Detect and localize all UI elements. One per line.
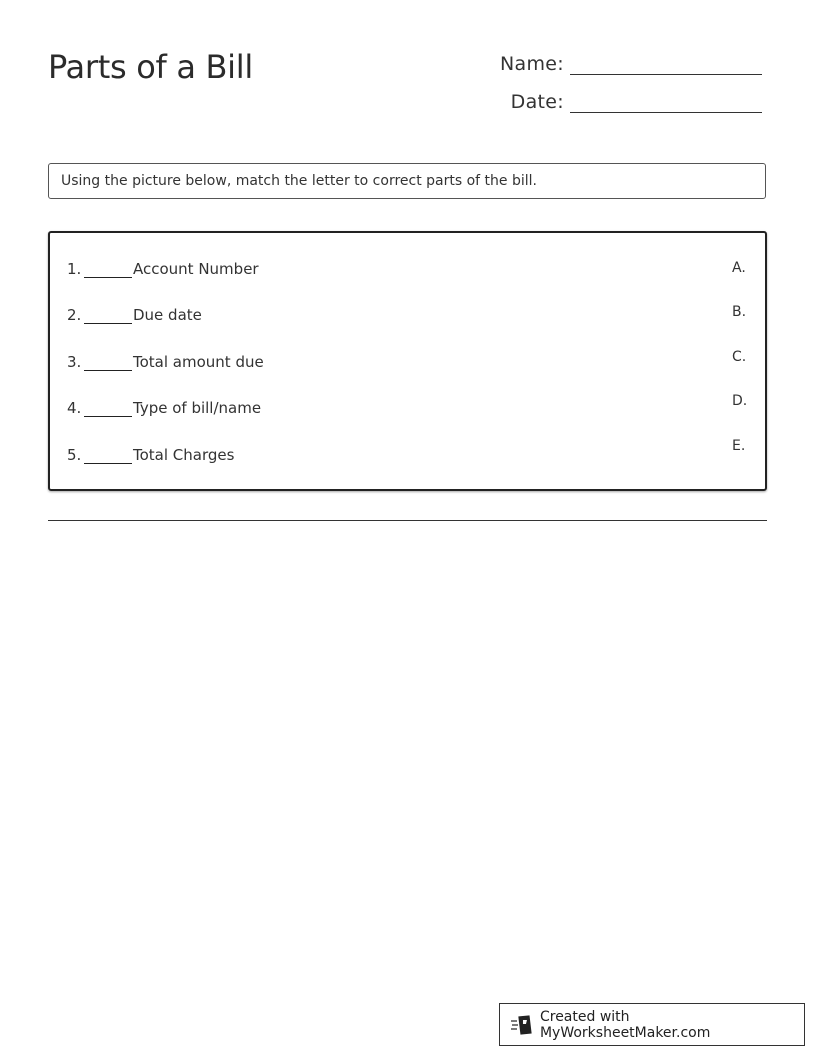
match-item (67, 259, 259, 278)
worksheet-maker-logo-icon (510, 1014, 534, 1036)
instructions-box: Using the picture below, match the letter to correct parts of the bill. (48, 163, 766, 199)
item-text: Total Charges (133, 446, 235, 464)
answer-blank[interactable] (84, 259, 132, 278)
item-number: 1. (67, 260, 82, 278)
option-letter-a: A. (732, 260, 746, 276)
answer-blank[interactable] (84, 352, 132, 371)
item-text: Type of bill/name (133, 399, 262, 417)
footer-credit[interactable] (499, 1003, 805, 1046)
footer-text: Created with MyWorksheetMaker.com (539, 1008, 711, 1041)
answer-blank[interactable] (84, 445, 132, 464)
option-letter-b: B. (732, 304, 747, 320)
match-item (67, 305, 202, 324)
match-item (67, 352, 264, 371)
date-field (500, 90, 762, 113)
item-number: 3. (67, 353, 82, 371)
name-label: Name: (500, 53, 564, 75)
page-title: Parts of a Bill (48, 48, 253, 86)
match-item (67, 398, 261, 417)
match-item (67, 445, 234, 464)
date-label: Date: (510, 91, 564, 113)
item-text: Total amount due (133, 353, 264, 371)
option-letter-c: C. (732, 349, 747, 365)
item-text: Due date (133, 306, 202, 324)
section-divider (48, 520, 767, 521)
name-field (500, 52, 762, 75)
answer-blank[interactable] (84, 398, 132, 417)
date-blank-line[interactable] (570, 90, 762, 113)
item-number: 2. (67, 306, 82, 324)
answer-blank[interactable] (84, 305, 132, 324)
matching-box (48, 231, 767, 491)
item-number: 4. (67, 399, 82, 417)
name-blank-line[interactable] (570, 52, 762, 75)
option-letter-e: E. (732, 438, 746, 454)
option-letter-d: D. (732, 393, 748, 409)
item-text: Account Number (133, 260, 259, 278)
item-number: 5. (67, 446, 82, 464)
